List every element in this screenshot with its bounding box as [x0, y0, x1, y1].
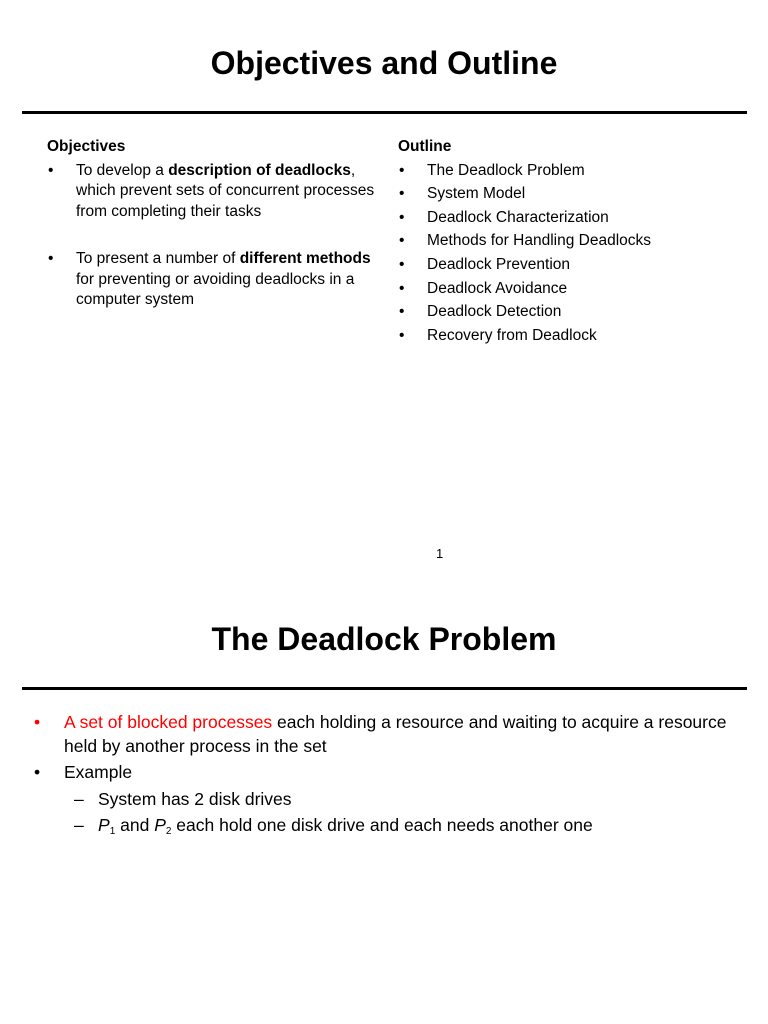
- subscript: 1: [109, 826, 116, 837]
- page-number: 1: [436, 546, 444, 561]
- outline-column: [398, 137, 728, 349]
- outline-item: • System Model: [398, 184, 728, 205]
- list-item: [34, 761, 734, 838]
- outline-item: • Deadlock Detection: [398, 302, 728, 323]
- item-text: Example: [64, 762, 133, 782]
- item-text: for preventing or avoiding deadlocks in a computer system: [76, 270, 355, 309]
- outline-item: • Deadlock Avoidance: [398, 279, 728, 300]
- outline-item: • Deadlock Prevention: [398, 255, 728, 276]
- objectives-list: [47, 161, 377, 311]
- outline-item: • The Deadlock Problem: [398, 161, 728, 182]
- sub-list-item: [64, 814, 734, 838]
- sub-list-item: – System has 2 disk drives: [64, 788, 734, 812]
- slide-title: The Deadlock Problem: [211, 621, 557, 657]
- outline-item: • Recovery from Deadlock: [398, 326, 728, 347]
- outline-item: • Methods for Handling Deadlocks: [398, 231, 728, 252]
- bullet-list: [34, 711, 734, 841]
- subscript: 2: [165, 826, 172, 837]
- sub-bullet-list: [64, 788, 734, 838]
- title-divider: [22, 111, 747, 114]
- item-bold-text: description of deadlocks: [168, 161, 351, 179]
- highlight-text: A set of blocked processes: [64, 712, 273, 732]
- list-item: [47, 161, 377, 223]
- list-item: [47, 249, 377, 311]
- slide-deadlock-problem: [0, 580, 768, 1024]
- item-text: To develop a: [76, 161, 169, 179]
- objectives-column: [47, 137, 377, 311]
- title-divider: [22, 687, 747, 690]
- item-bold-text: different methods: [239, 249, 371, 267]
- process-symbol: P: [154, 815, 166, 835]
- objectives-heading: Objectives: [47, 138, 126, 155]
- outline-list: [398, 161, 728, 347]
- outline-heading: Outline: [398, 138, 452, 155]
- outline-item: • Deadlock Characterization: [398, 208, 728, 229]
- process-symbol: P: [98, 815, 110, 835]
- item-text: each hold one disk drive and each needs another one: [171, 815, 593, 835]
- item-text: and: [115, 815, 155, 835]
- item-text: , which prevent sets of concurrent processes from completing their tasks: [76, 161, 375, 221]
- slide-title: Objectives and Outline: [210, 45, 558, 81]
- item-text: To present a number of: [76, 249, 240, 267]
- list-item: [34, 711, 734, 758]
- item-text: each holding a resource and waiting to acquire a resource held by another process in the set: [64, 712, 727, 756]
